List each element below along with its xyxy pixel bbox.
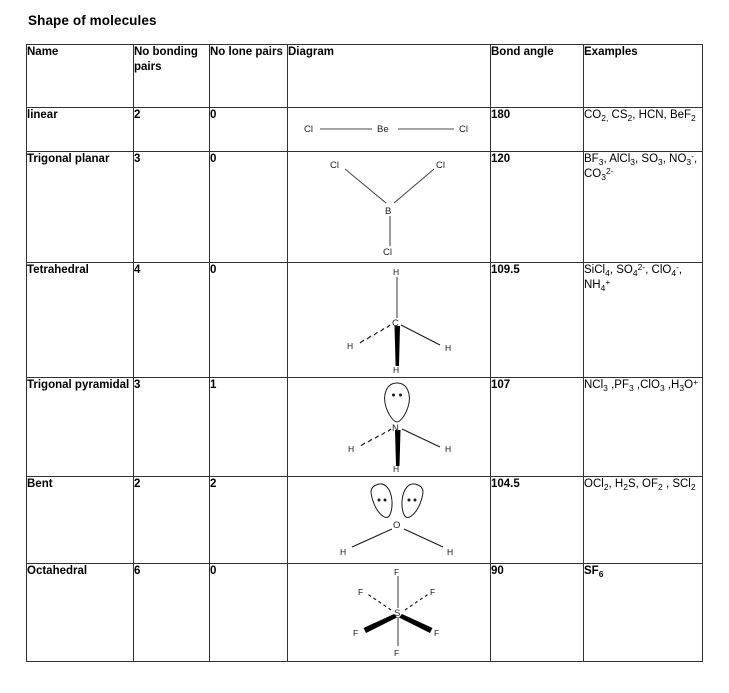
- bond-angle-value: 180: [491, 108, 584, 152]
- diagram-cell-tetrahedral: [288, 263, 491, 378]
- diagram-cell-bent: [288, 477, 491, 564]
- atom-label-b-center: B: [385, 206, 392, 217]
- atom-label-h-right: H: [445, 343, 452, 353]
- table-row: [27, 378, 703, 477]
- atom-label-f-lower-left: F: [353, 628, 359, 638]
- lone-pair-lobe: [385, 383, 410, 422]
- lone-pair-dot: [399, 394, 402, 397]
- bonding-pairs-value: 2: [134, 108, 210, 152]
- examples-value: OCl$_2$, $H_2S$, $OF_2$ , SCl$_2$: [584, 477, 703, 564]
- atom-label-f-lower-right: F: [434, 628, 440, 638]
- lone-pairs-value: 0: [210, 564, 288, 662]
- shape-name: Tetrahedral: [27, 263, 134, 378]
- shape-name: linear: [27, 108, 134, 152]
- lone-pairs-value: 0: [210, 152, 288, 263]
- atom-label-f-upper-right: F: [430, 587, 436, 597]
- table-row: [27, 152, 703, 263]
- lone-pair-lobe-left: [371, 484, 392, 518]
- atom-label-f-top: F: [394, 567, 400, 577]
- atom-label-cl-upper-left: Cl: [330, 160, 339, 171]
- bonding-pairs-value: 3: [134, 152, 210, 263]
- molecule-diagram-bcl3: [288, 152, 490, 258]
- lone-pairs-value: 0: [210, 108, 288, 152]
- atom-label-c-center: C: [392, 318, 399, 329]
- column-header-lone-pairs: No lone pairs: [210, 45, 288, 108]
- lone-pair-dot: [384, 499, 387, 502]
- lone-pairs-value: 1: [210, 378, 288, 477]
- molecule-diagram-ch4: [288, 263, 490, 373]
- molecule-diagram-h2o: [288, 477, 490, 559]
- shape-name: Trigonal pyramidal: [27, 378, 134, 477]
- bond-angle-value: 90: [491, 564, 584, 662]
- wedge-bond-lower-left: [364, 614, 398, 633]
- atom-label-n-center: N: [392, 423, 399, 434]
- atom-label-h-left: H: [348, 444, 355, 454]
- atom-label-h-right: H: [445, 444, 452, 454]
- lone-pair-dot: [378, 499, 381, 502]
- diagram-cell-linear: [288, 108, 491, 152]
- atom-label-cl-bottom: Cl: [383, 247, 392, 258]
- lone-pairs-value: 0: [210, 263, 288, 378]
- bonding-pairs-value: 2: [134, 477, 210, 564]
- atom-label-h-bottom: H: [393, 365, 400, 373]
- table-header: [27, 45, 703, 108]
- wedge-bond-bottom: [395, 326, 401, 366]
- bond-angle-value: 109.5: [491, 263, 584, 378]
- examples-value: NCl$_3$ $,PF_3$ ,ClO$_3$ $,H_3O^+$: [584, 378, 703, 477]
- column-header-bonding-pairs: No bonding pairs: [134, 45, 210, 108]
- molecule-diagram-becl2: [288, 108, 490, 148]
- shape-name: Trigonal planar: [27, 152, 134, 263]
- examples-value: SiCl$_4$, $SO_4^{2-}$, ClO$_4$-, $NH_4^+$: [584, 263, 703, 378]
- atom-label-cl-left: Cl: [304, 124, 313, 135]
- shape-name: Octahedral: [27, 564, 134, 662]
- lone-pair-dot: [408, 499, 411, 502]
- atom-label-h-left: H: [340, 547, 347, 557]
- column-header-examples: Examples: [584, 45, 703, 108]
- diagram-cell-trigonal-planar: [288, 152, 491, 263]
- atom-label-h-bottom: H: [393, 464, 400, 472]
- lone-pairs-value: 2: [210, 477, 288, 564]
- atom-label-cl-right: Cl: [459, 124, 468, 135]
- column-header-name: Name: [27, 45, 134, 108]
- table-row: [27, 564, 703, 662]
- atom-label-be-center: Be: [377, 124, 389, 135]
- hashed-bond-upper-left: [369, 595, 392, 610]
- bonding-pairs-value: 4: [134, 263, 210, 378]
- header-row: [27, 45, 703, 108]
- column-header-bond-angle: Bond angle: [491, 45, 584, 108]
- diagram-cell-octahedral: [288, 564, 491, 662]
- atom-label-h-top: H: [393, 267, 400, 277]
- atom-label-f-bottom: F: [394, 648, 400, 657]
- table-row: [27, 477, 703, 564]
- column-header-diagram: Diagram: [288, 45, 491, 108]
- atom-label-f-upper-left: F: [358, 587, 364, 597]
- hashed-bond-left: [361, 429, 391, 446]
- diagram-cell-trigonal-pyramidal: [288, 378, 491, 477]
- lone-pair-dot: [392, 394, 395, 397]
- bonding-pairs-value: 6: [134, 564, 210, 662]
- bond-angle-value: 107: [491, 378, 584, 477]
- table-row: [27, 263, 703, 378]
- bond-angle-value: 104.5: [491, 477, 584, 564]
- lone-pair-lobe-right: [402, 484, 423, 518]
- examples-value: $BF_3$, AlCl$_3$, $SO_3$, $NO_3^-$, $CO_3^{2-}$: [584, 152, 703, 263]
- atom-label-h-right: H: [447, 547, 454, 557]
- atom-label-o-center: O: [393, 520, 401, 531]
- wedge-bond-lower-right: [399, 614, 433, 633]
- hashed-bond-upper-right: [405, 595, 428, 610]
- atom-label-h-left: H: [347, 341, 354, 351]
- atom-label-s-center: S: [394, 608, 401, 619]
- wedge-bond-bottom: [395, 430, 401, 466]
- examples-value: $SF_6$: [584, 564, 703, 662]
- bonding-pairs-value: 3: [134, 378, 210, 477]
- shape-name: Bent: [27, 477, 134, 564]
- atom-label-cl-upper-right: Cl: [436, 160, 445, 171]
- examples-value: $CO_{2,}$ $CS_2$, HCN, BeF$_2$: [584, 108, 703, 152]
- molecule-diagram-sf6: [288, 564, 490, 657]
- molecule-diagram-nh3: [288, 378, 490, 472]
- bond-angle-value: 120: [491, 152, 584, 263]
- lone-pair-dot: [414, 499, 417, 502]
- table-row: [27, 108, 703, 152]
- page-title: Shape of molecules: [28, 13, 157, 28]
- hashed-bond-left: [360, 325, 390, 343]
- table-body: [27, 108, 703, 662]
- shapes-table: [26, 44, 703, 662]
